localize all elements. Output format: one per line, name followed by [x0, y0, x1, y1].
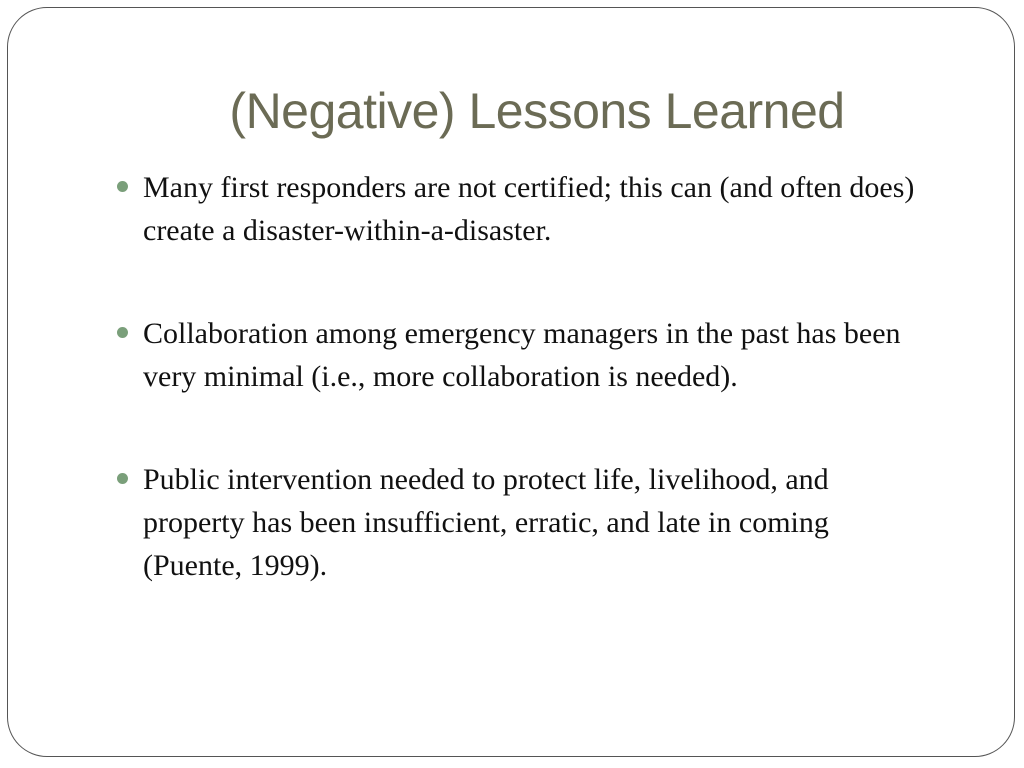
bullet-text: Public intervention needed to protect life, livelihood, and property has been insufficient, erratic, and late in coming (Puente, 1999).	[143, 463, 829, 582]
bullet-dot-icon	[117, 327, 128, 338]
slide-title: (Negative) Lessons Learned	[229, 83, 845, 139]
bullet-item	[117, 458, 917, 587]
bullet-dot-icon	[117, 473, 128, 484]
bullet-list	[117, 166, 917, 587]
bullet-dot-icon	[117, 181, 128, 192]
bullet-item	[117, 312, 917, 398]
bullet-text: Collaboration among emergency managers in the past has been very minimal (i.e., more collaboration is needed).	[143, 317, 901, 393]
bullet-item	[117, 166, 917, 252]
bullet-text: Many first responders are not certified; this can (and often does) create a disaster-within-a-disaster.	[143, 171, 915, 247]
